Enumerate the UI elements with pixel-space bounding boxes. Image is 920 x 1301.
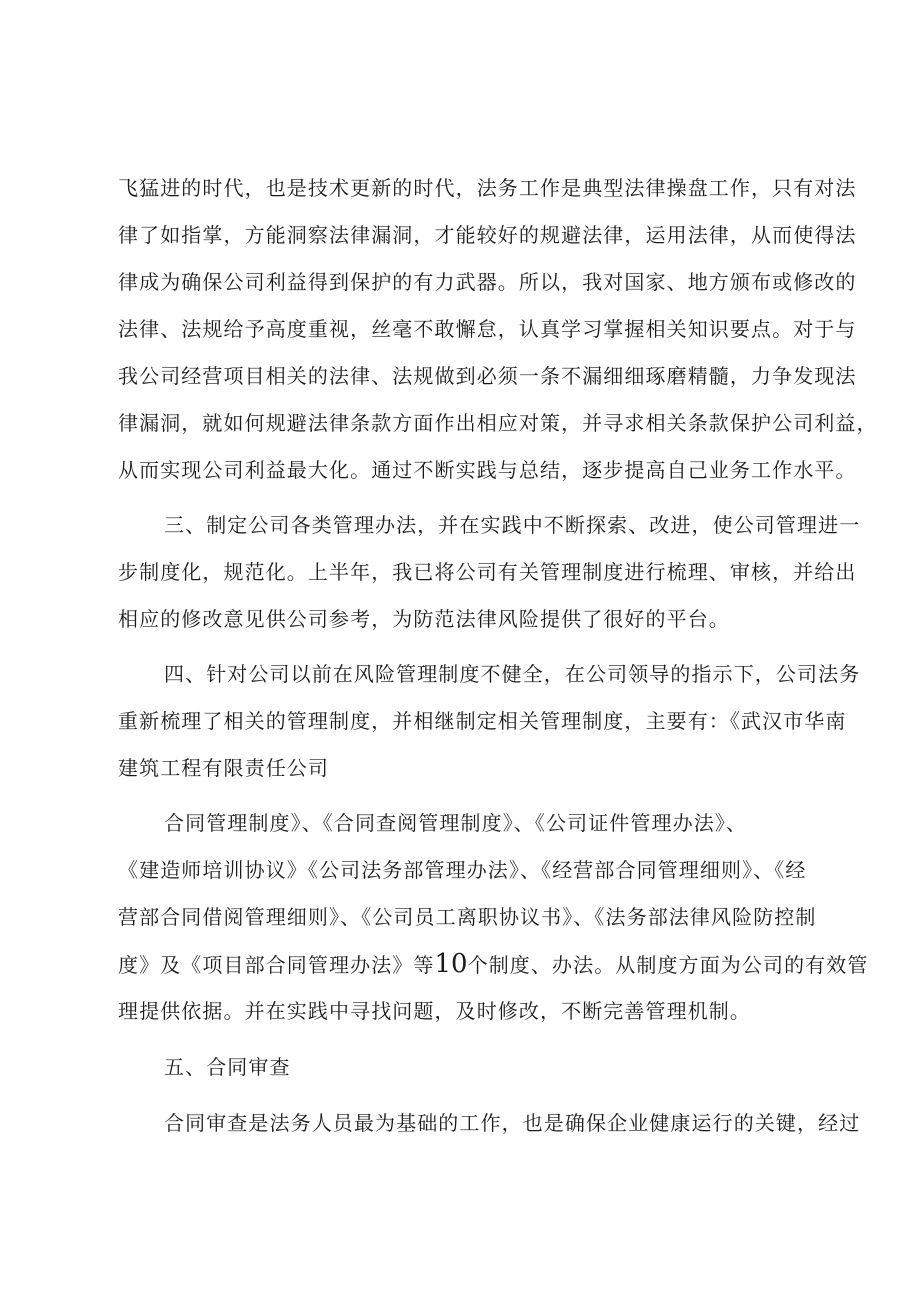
paragraph-line: 合同管理制度》、《合同查阅管理制度》、《公司证件管理办法》、 (164, 811, 747, 835)
count-number: 10 (434, 949, 468, 979)
paragraph-line (118, 949, 869, 979)
paragraph-line: 理提供依据。并在实践中寻找问题，及时修改，不断完善管理机制。 (118, 999, 751, 1023)
paragraph-line: 步制度化，规范化。上半年，我已将公司有关管理制度进行梳理、审核，并给出 (118, 560, 857, 584)
paragraph-line: 三、制定公司各类管理办法，并在实践中不断探索、改进，使公司管理进一 (164, 513, 861, 537)
paragraph-line: 营部合同借阅管理细则》、《公司员工离职协议书》、《法务部法律风险防控制 (118, 905, 817, 929)
paragraph-line: 重新梳理了相关的管理制度，并相继制定相关管理制度，主要有：《武汉市华南 (118, 709, 847, 733)
paragraph-line: 从而实现公司利益最大化。通过不断实践与总结，逐步提高自己业务工作水平。 (118, 458, 857, 482)
paragraph-line: 律漏洞，就如何规避法律条款方面作出相应对策，并寻求相关条款保护公司利益， (118, 411, 878, 435)
paragraph-line: 律成为确保公司利益得到保护的有力武器。所以，我对国家、地方颁布或修改的 (118, 270, 857, 294)
paragraph-line: 合同审查是法务人员最为基础的工作，也是确保企业健康运行的关键，经过 (164, 1111, 861, 1135)
line-text-after: 个制度、办法。从制度方面为公司的有效管 (467, 953, 869, 977)
paragraph-line: 相应的修改意见供公司参考，为防范法律风险提供了很好的平台。 (118, 607, 730, 631)
paragraph-line: 建筑工程有限责任公司 (118, 756, 329, 780)
paragraph-line: 法律、法规给予高度重视，丝毫不敢懈怠，认真学习掌握相关知识要点。对于与 (118, 317, 857, 341)
line-text-before: 度》及《项目部合同管理办法》等 (118, 953, 435, 977)
paragraph-line: 四、针对公司以前在风险管理制度不健全，在公司领导的指示下，公司法务 (164, 662, 861, 686)
section-heading: 五、合同审查 (164, 1055, 291, 1079)
paragraph-line: 我公司经营项目相关的法律、法规做到必须一条不漏细细琢磨精髓，力争发现法 (118, 364, 857, 388)
paragraph-line: 《建造师培训协议》《公司法务部管理办法》、《经营部合同管理细则》、《经 (118, 858, 807, 882)
paragraph-line: 飞猛进的时代，也是技术更新的时代，法务工作是典型法律操盘工作，只有对法 (118, 176, 857, 200)
paragraph-line: 律了如指掌，方能洞察法律漏洞，才能较好的规避法律，运用法律，从而使得法 (118, 223, 857, 247)
